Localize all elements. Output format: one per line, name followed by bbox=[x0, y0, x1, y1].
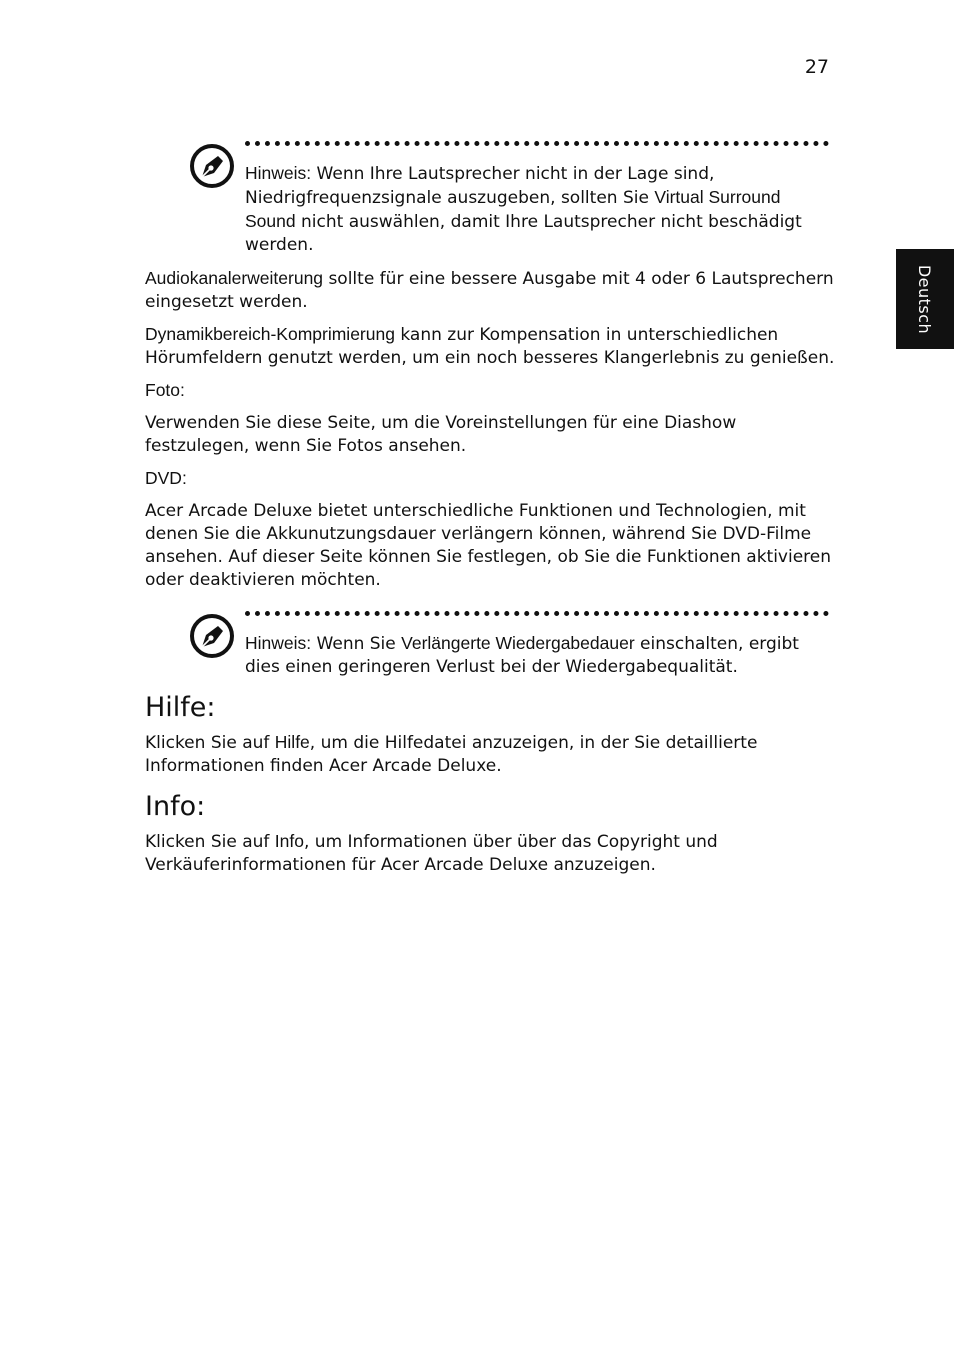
paragraph-foto: Verwenden Sie diese Seite, um die Voreinstellungen für eine Diashow festzulegen, wenn Sie Fotos ansehen. bbox=[145, 413, 737, 456]
heading-hilfe: Hilfe: bbox=[145, 692, 216, 723]
paragraph-audio-channel bbox=[145, 267, 835, 314]
paragraph-audio-text: sollte für eine bessere Ausgabe mit 4 oder 6 Lautsprechern eingesetzt werden. bbox=[145, 269, 834, 312]
note-text-b: einschalten, ergibt dies einen geringeren Verlust bei der Wiedergabequalität. bbox=[245, 634, 799, 677]
paragraph-dynamic-range bbox=[145, 323, 835, 370]
page-number: 27 bbox=[804, 56, 829, 78]
label-dvd-text: DVD: bbox=[145, 468, 187, 488]
paragraph-hilfe-b: , um die Hilfedatei anzuzeigen, in der Sie detaillierte Informationen finden Acer Arcade Deluxe. bbox=[145, 733, 758, 776]
heading-info: Info: bbox=[145, 791, 206, 822]
side-tab-label: Deutsch bbox=[915, 264, 935, 334]
paragraph-info-a: Klicken Sie auf bbox=[145, 832, 275, 852]
paragraph-hilfe bbox=[145, 731, 835, 778]
note-pen-icon bbox=[189, 613, 235, 659]
note-dotted-rule bbox=[245, 611, 829, 616]
label-foto bbox=[145, 379, 835, 403]
term-dynamic-range: Dynamikbereich-Komprimierung bbox=[145, 324, 395, 344]
note-text-a: Wenn Sie bbox=[311, 634, 402, 654]
paragraph-info-b: , um Informationen über über das Copyright und Verkäuferinformationen für Acer Arcade Deluxe anzuzeigen. bbox=[145, 832, 718, 875]
term-audio-channel: Audiokanalerweiterung bbox=[145, 268, 324, 288]
note-virtual-surround bbox=[145, 141, 835, 257]
paragraph-info bbox=[145, 830, 835, 877]
language-side-tab bbox=[896, 249, 954, 349]
paragraph-dynamic-text: kann zur Kompensation in unterschiedlichen Hörumfeldern genutzt werden, um ein noch besseres Klangerlebnis zu genießen. bbox=[145, 325, 835, 368]
note-text-b: nicht auswählen, damit Ihre Lautsprecher nicht beschädigt werden. bbox=[245, 212, 802, 255]
page-content bbox=[145, 122, 835, 886]
term-info: Info bbox=[274, 831, 304, 851]
note-dotted-rule bbox=[245, 141, 829, 146]
note-label: Hinweis: bbox=[245, 633, 312, 653]
label-dvd bbox=[145, 467, 835, 491]
note-pen-icon bbox=[189, 143, 235, 189]
term-hilfe: Hilfe bbox=[274, 732, 310, 752]
label-foto-text: Foto: bbox=[145, 380, 185, 400]
paragraph-hilfe-a: Klicken Sie auf bbox=[145, 733, 275, 753]
paragraph-dvd: Acer Arcade Deluxe bietet unterschiedliche Funktionen und Technologien, mit denen Sie die Akkunutzungsdauer verlängern können, während Sie DVD-Filme ansehen. Auf dieser Seite können Sie festlegen, ob Sie die Funktionen aktivieren oder deaktivieren möchten. bbox=[145, 501, 832, 590]
note-label: Hinweis: bbox=[245, 163, 312, 183]
note-term: Virtual Surround Sound bbox=[245, 187, 781, 231]
note-text bbox=[245, 162, 835, 257]
note-text bbox=[245, 632, 835, 679]
note-text-a: Wenn Ihre Lautsprecher nicht in der Lage sind, Niedrigfrequenzsignale auszugeben, sollten Sie bbox=[245, 164, 715, 208]
note-term: Verlängerte Wiedergabedauer bbox=[401, 633, 635, 653]
note-extended-playback bbox=[145, 611, 835, 679]
